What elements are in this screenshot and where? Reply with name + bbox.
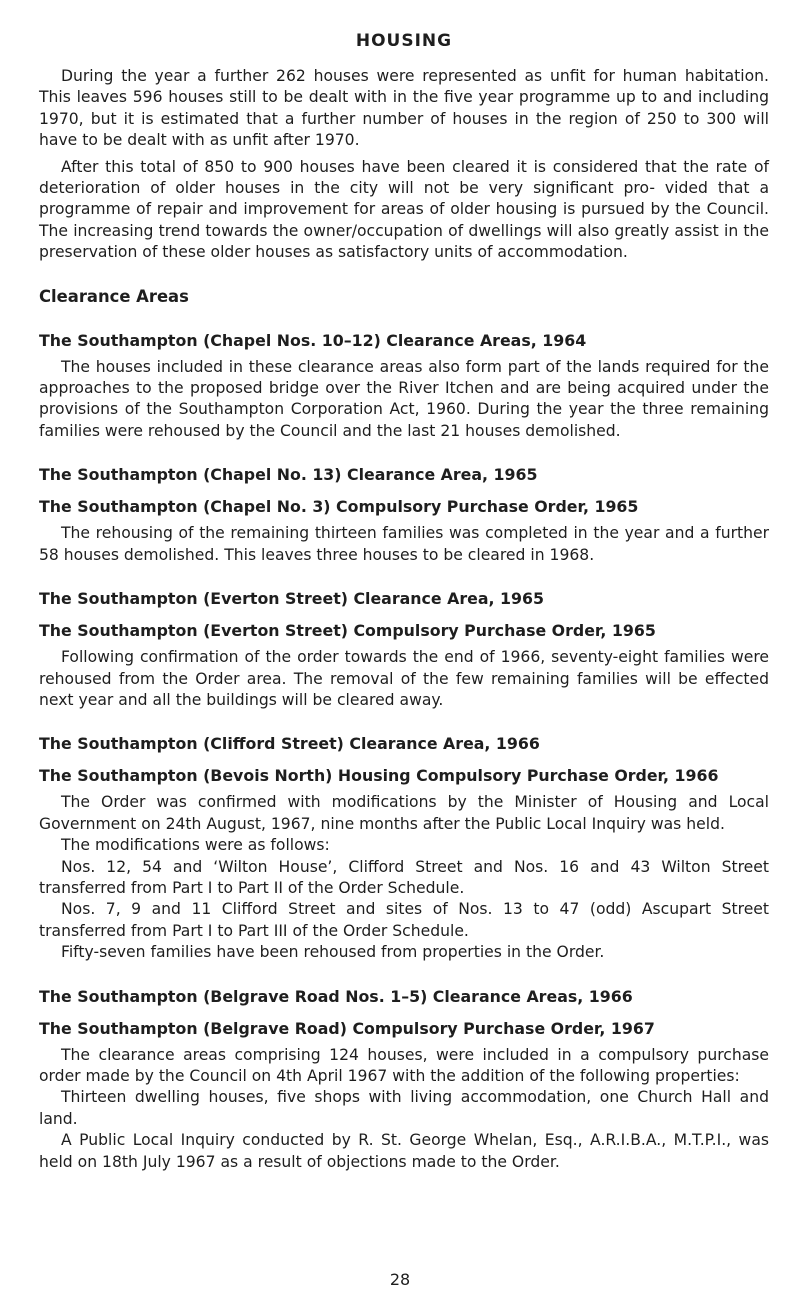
group-paragraph: Nos. 7, 9 and 11 Clifford Street and sites of Nos. 13 to 47 (odd) Ascupart Street transferred from Part I to Part III of the Order Schedule. <box>39 900 769 940</box>
group-paragraph: The houses included in these clearance areas also form part of the lands required for the approaches to the proposed bridge over the River Itchen and are being acquired under the provisions of the Southampton Corporation Act, 1960. During the year the three remaining families were rehoused by the Council and the last 21 houses demolished. <box>39 357 769 440</box>
intro-paragraph-2: After this total of 850 to 900 houses have been cleared it is considered that the rate of deterioration of older houses in the city will not be very significant pro- vided that a programme of repair and improvement for areas of older housing is pursued by the Council. The increasing trend towards the owner/occupation of dwellings will also greatly assist in the preservation of these older houses as satisfactory units of accommodation. <box>39 157 769 262</box>
group-paragraph: Thirteen dwelling houses, five shops with living accommodation, one Church Hall and land. <box>39 1088 769 1128</box>
group-paragraph: The clearance areas comprising 124 houses, were included in a compulsory purchase order made by the Council on 4th April 1967 with the addition of the following properties: <box>39 1045 769 1085</box>
clearance-group-chapel-10-12 <box>39 330 769 443</box>
group-paragraph: Fifty-seven families have been rehoused from properties in the Order. <box>61 943 605 962</box>
clearance-group-clifford-street <box>39 733 769 963</box>
group-paragraph: A Public Local Inquiry conducted by R. St. George Whelan, Esq., A.R.I.B.A., M.T.P.I., was held on 18th July 1967 as a result of objections made to the Order. <box>39 1131 769 1171</box>
group-heading: The Southampton (Belgrave Road) Compulsory Purchase Order, 1967 <box>39 1018 655 1038</box>
group-heading: The Southampton (Bevois North) Housing Compulsory Purchase Order, 1966 <box>39 766 719 786</box>
group-paragraph: Following confirmation of the order towards the end of 1966, seventy-eight families were rehoused from the Order area. The removal of the few remaining families will be effected next year and all the buildings will be cleared away. <box>39 648 769 709</box>
group-heading: The Southampton (Clifford Street) Clearance Area, 1966 <box>39 734 540 754</box>
clearance-group-chapel-13 <box>39 464 769 566</box>
intro-paragraph-1: During the year a further 262 houses were represented as unfit for human habitation. This leaves 596 houses still to be dealt with in the five year programme up to and including 1970, but it is estimated that a further number of houses in the region of 250 to 300 will have to be dealt with as unfit after 1970. <box>39 67 769 150</box>
section-heading: Clearance Areas <box>39 286 189 306</box>
page-number: 28 <box>389 1270 411 1289</box>
clearance-group-belgrave-road <box>39 986 769 1173</box>
group-paragraph: Nos. 12, 54 and ‘Wilton House’, Clifford Street and Nos. 16 and 43 Wilton Street transferred from Part I to Part II of the Order Schedule. <box>39 857 769 897</box>
page-title: HOUSING <box>355 31 453 51</box>
group-paragraph: The modifications were as follows: <box>61 836 330 855</box>
group-heading: The Southampton (Everton Street) Clearance Area, 1965 <box>39 589 544 609</box>
group-heading: The Southampton (Everton Street) Compulsory Purchase Order, 1965 <box>39 621 656 641</box>
group-heading: The Southampton (Chapel No. 13) Clearance Area, 1965 <box>39 465 538 485</box>
group-heading: The Southampton (Belgrave Road Nos. 1–5) Clearance Areas, 1966 <box>39 986 633 1006</box>
group-paragraph: The Order was confirmed with modifications by the Minister of Housing and Local Government on 24th August, 1967, nine months after the Public Local Inquiry was held. <box>39 793 769 833</box>
group-heading: The Southampton (Chapel Nos. 10–12) Clearance Areas, 1964 <box>39 330 587 350</box>
group-paragraph: The rehousing of the remaining thirteen families was completed in the year and a further 58 houses demolished. This leaves three houses to be cleared in 1968. <box>39 524 769 564</box>
clearance-group-everton-street <box>39 588 769 711</box>
group-heading: The Southampton (Chapel No. 3) Compulsory Purchase Order, 1965 <box>39 497 639 517</box>
